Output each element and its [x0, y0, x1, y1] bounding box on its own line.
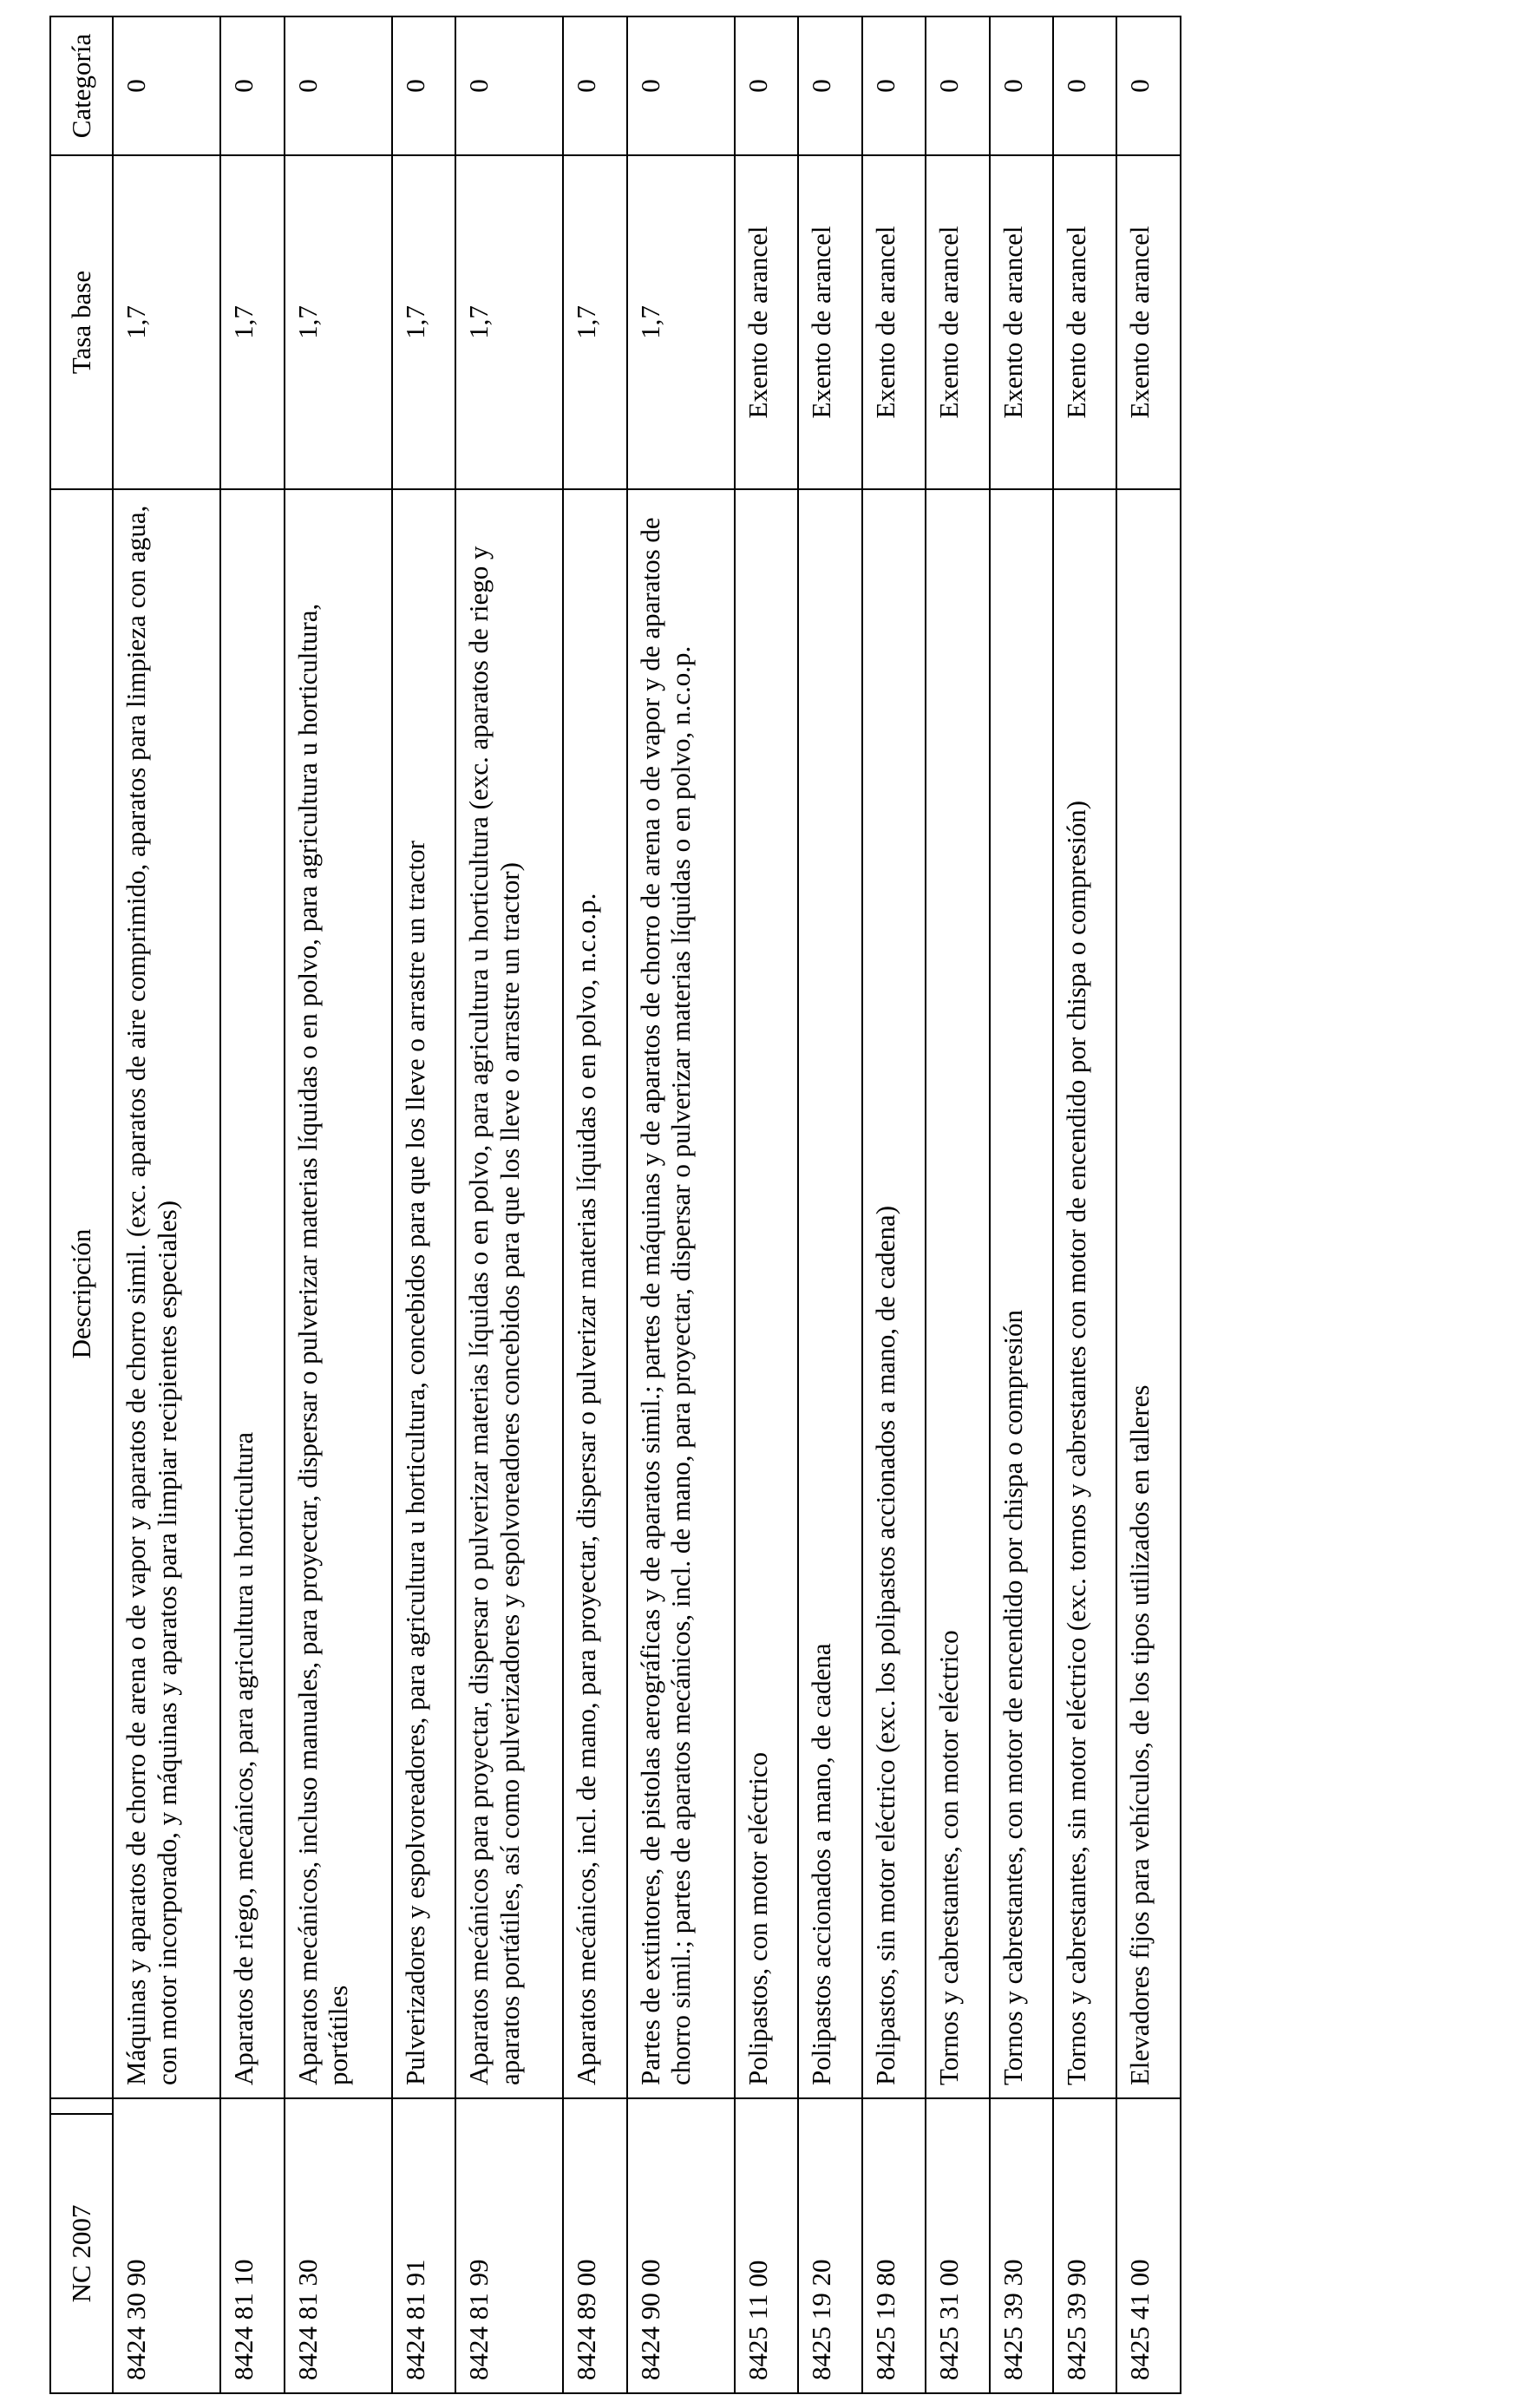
row-code: 8425 41 00: [1116, 2098, 1181, 2393]
row-description: Polipastos, sin motor eléctrico (exc. los polipastos accionados a mano, de cadena): [862, 489, 926, 2098]
table-row: [563, 16, 626, 2393]
header-row: [50, 16, 113, 2393]
row-code: 8424 81 91: [392, 2098, 455, 2393]
row-description: Pulverizadores y espolvoreadores, para agricultura u horticultura, concebidos para que los lleve o arrastre un tractor: [392, 489, 455, 2098]
row-description: Aparatos de riego, mecánicos, para agricultura u horticultura: [220, 489, 284, 2098]
row-description: Máquinas y aparatos de chorro de arena o de vapor y aparatos de chorro simil. (exc. aparatos de aire comprimido, aparatos para limpieza con agua, con motor incorporado, y máquinas y aparatos para limpiar recipientes especiales): [113, 489, 220, 2098]
row-base-rate: Exento de arancel: [1116, 155, 1181, 489]
header-category: Categoría: [50, 16, 113, 155]
row-base-rate: 1,7: [627, 155, 735, 489]
row-description: Tornos y cabrestantes, sin motor eléctrico (exc. tornos y cabrestantes con motor de encendido por chispa o compresión): [1053, 489, 1116, 2098]
row-description: Polipastos accionados a mano, de cadena: [798, 489, 861, 2098]
table-row: [1053, 16, 1116, 2393]
header-description: Descripción: [50, 489, 113, 2098]
table-row: [455, 16, 563, 2393]
tariff-table: [49, 16, 1181, 2394]
row-code: 8424 89 00: [563, 2098, 626, 2393]
table-row: [862, 16, 926, 2393]
row-category: 0: [220, 16, 284, 155]
row-code: 8424 30 90: [113, 2098, 220, 2393]
row-category: 0: [285, 16, 392, 155]
table-row: [220, 16, 284, 2393]
row-category: 0: [392, 16, 455, 155]
row-base-rate: Exento de arancel: [1053, 155, 1116, 489]
row-category: 0: [862, 16, 926, 155]
row-code: 8424 90 00: [627, 2098, 735, 2393]
table-row: [990, 16, 1053, 2393]
row-code: 8424 81 30: [285, 2098, 392, 2393]
row-description: Partes de extintores, de pistolas aerográficas y de aparatos simil.; partes de máquinas y de aparatos de chorro de arena o de vapor y de aparatos de chorro simil.; partes de aparatos mecánicos, incl. de mano, para proyectar, dispersar o pulverizar materias líquidas o en polvo, n.c.o.p.: [627, 489, 735, 2098]
row-code: 8425 31 00: [926, 2098, 989, 2393]
row-category: 0: [1053, 16, 1116, 155]
table-row: [113, 16, 220, 2393]
header-spacer: [50, 2098, 113, 2114]
header-code: NC 2007: [50, 2114, 113, 2393]
rotated-page: [49, 17, 1181, 2394]
row-description: Polipastos, con motor eléctrico: [735, 489, 798, 2098]
table-row: [392, 16, 455, 2393]
table-row: [926, 16, 989, 2393]
table-row: [735, 16, 798, 2393]
row-category: 0: [990, 16, 1053, 155]
row-description: Tornos y cabrestantes, con motor eléctrico: [926, 489, 989, 2098]
row-category: 0: [926, 16, 989, 155]
row-code: 8425 11 00: [735, 2098, 798, 2393]
row-category: 0: [627, 16, 735, 155]
table-row: [285, 16, 392, 2393]
table-row: [798, 16, 861, 2393]
row-base-rate: 1,7: [220, 155, 284, 489]
row-base-rate: Exento de arancel: [862, 155, 926, 489]
row-base-rate: 1,7: [285, 155, 392, 489]
row-code: 8424 81 99: [455, 2098, 563, 2393]
row-base-rate: 1,7: [113, 155, 220, 489]
row-category: 0: [455, 16, 563, 155]
row-code: 8425 39 90: [1053, 2098, 1116, 2393]
row-code: 8425 19 80: [862, 2098, 926, 2393]
header-base-rate: Tasa base: [50, 155, 113, 489]
row-base-rate: Exento de arancel: [735, 155, 798, 489]
row-base-rate: Exento de arancel: [926, 155, 989, 489]
row-description: Elevadores fijos para vehículos, de los tipos utilizados en talleres: [1116, 489, 1181, 2098]
row-category: 0: [113, 16, 220, 155]
row-code: 8425 19 20: [798, 2098, 861, 2393]
row-description: Aparatos mecánicos, incluso manuales, para proyectar, dispersar o pulverizar materias líquidas o en polvo, para agricultura u horticultura, portátiles: [285, 489, 392, 2098]
table-row: [1116, 16, 1181, 2393]
row-base-rate: 1,7: [563, 155, 626, 489]
row-code: 8425 39 30: [990, 2098, 1053, 2393]
row-base-rate: 1,7: [455, 155, 563, 489]
row-code: 8424 81 10: [220, 2098, 284, 2393]
row-category: 0: [735, 16, 798, 155]
row-description: Tornos y cabrestantes, con motor de encendido por chispa o compresión: [990, 489, 1053, 2098]
table-row: [627, 16, 735, 2393]
row-description: Aparatos mecánicos, incl. de mano, para proyectar, dispersar o pulverizar materias líquidas o en polvo, n.c.o.p.: [563, 489, 626, 2098]
row-base-rate: Exento de arancel: [798, 155, 861, 489]
row-base-rate: 1,7: [392, 155, 455, 489]
row-category: 0: [798, 16, 861, 155]
row-category: 0: [1116, 16, 1181, 155]
row-description: Aparatos mecánicos para proyectar, dispersar o pulverizar materias líquidas o en polvo, para agricultura u horticultura (exc. aparatos de riego y aparatos portátiles, así como pulverizadores y espolvoreadores concebidos para que los lleve o arrastre un tractor): [455, 489, 563, 2098]
row-base-rate: Exento de arancel: [990, 155, 1053, 489]
row-category: 0: [563, 16, 626, 155]
